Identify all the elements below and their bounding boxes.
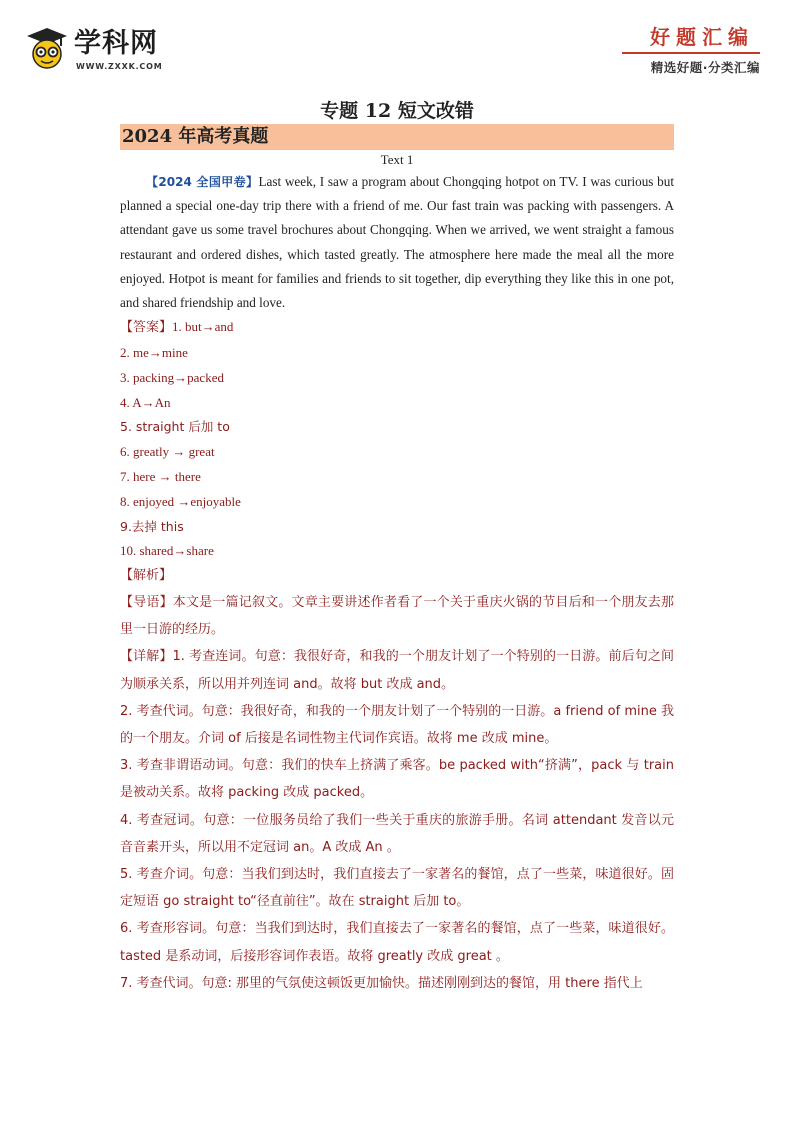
guide-text: 本文是一篇记叙文。文章主要讲述作者看了一个关于重庆火锅的节目后和一个朋友去那里一日游的经历。: [120, 594, 674, 638]
brand-subtitle: 精选好题·分类汇编: [650, 60, 760, 75]
text-label: Text 1: [380, 152, 414, 167]
logo-text: 学科网: [74, 28, 158, 59]
section-heading: 2024 年高考真题: [120, 124, 674, 150]
graduate-face-icon: [26, 26, 68, 70]
answer-item: 7. here → there: [120, 469, 201, 484]
answer-item: 1. but→and: [172, 319, 234, 335]
passage: [120, 170, 674, 315]
detail-tag: 【详解】: [120, 649, 173, 665]
detail-item: 7. 考查代词。句意: 那里的气氛使这顿饭更加愉快。描述刚刚到达的餐馆，用 there 指代上: [120, 975, 643, 991]
answer-item: 3. packing→packed: [120, 369, 224, 385]
answer-item: 10. shared→share: [120, 543, 214, 559]
answer-item: 2. me→mine: [120, 345, 188, 361]
source-tag: 【2024 全国甲卷】: [146, 175, 259, 189]
brand-divider: [622, 52, 760, 54]
page-header: [0, 0, 794, 90]
logo-url: WWW.ZXXK.COM: [76, 62, 163, 71]
detail-item: 1. 考查连词。句意：我很好奇，和我的一个朋友计划了一个特别的一日游。前后句之间为顺承关系，所以用并列连词 and。故将 but 改成 and。: [120, 649, 674, 692]
document-title: 专题 12 短文改错: [320, 100, 474, 122]
answer-item: 6. greatly → great: [120, 444, 215, 460]
guide-paragraph: [120, 589, 674, 643]
passage-text: Last week, I saw a program about Chongqing hotpot on TV. I was curious but planned a special one-day trip there with a friend of me. Our fast train was packing with passengers. A attendant gave us some travel brochures about Chongqing. When we arrived, we went straight a famous restaurant and ordered dishes, which tasted greatly. The atmosphere here made the meal all the more enjoyed. Hotpot is meant for families and friends to sit together, dip everything they like this in one pot, and shared friendship and love.: [120, 174, 675, 311]
zxxk-logo[interactable]: [26, 26, 186, 76]
detail-paragraph: [120, 643, 674, 697]
detail-item: 4. 考查冠词。句意：一位服务员给了我们一些关于重庆的旅游手册。名词 attendant 发音以元音音素开头，所以用不定冠词 an。A 改成 An 。: [120, 812, 674, 855]
detail-item: 5. 考查介词。句意：当我们到达时，我们直接去了一家著名的餐馆，点了一些菜，味道很好。固定短语 go straight to“径直前往”。故在 straight 后加 to。: [120, 867, 674, 910]
answer-item: 8. enjoyed →enjoyable: [120, 493, 241, 509]
guide-tag: 【导语】: [120, 594, 173, 610]
document-body: [120, 98, 674, 997]
detail-item: 3. 考查非谓语动词。句意：我们的快车上挤满了乘客。be packed with“挤满”，pack 与 train 是被动关系。故将 packing 改成 packed。: [120, 758, 674, 801]
detail-item: 6. 考查形容词。句意：当我们到达时，我们直接去了一家著名的餐馆，点了一些菜，味道很好。tasted 是系动词，后接形容词作表语。故将 greatly 改成 great 。: [120, 921, 674, 964]
answer-item: 4. A→An: [120, 394, 171, 410]
answer-item: 5. straight 后加 to: [120, 419, 230, 435]
answer-tag: 【答案】: [120, 320, 173, 336]
analysis-tag: 【解析】: [120, 568, 173, 584]
detail-item: 2. 考查代词。句意：我很好奇，和我的一个朋友计划了一个特别的一日游。a friend of mine 我的一个朋友。介词 of 后接是名词性物主代词作宾语。故将 me 改成 mine。: [120, 703, 674, 746]
brand-title: 好题汇编: [650, 25, 754, 49]
brand-block: [610, 24, 760, 76]
answer-item: 9.去掉 this: [120, 518, 184, 534]
answer-line-1: [120, 315, 674, 341]
